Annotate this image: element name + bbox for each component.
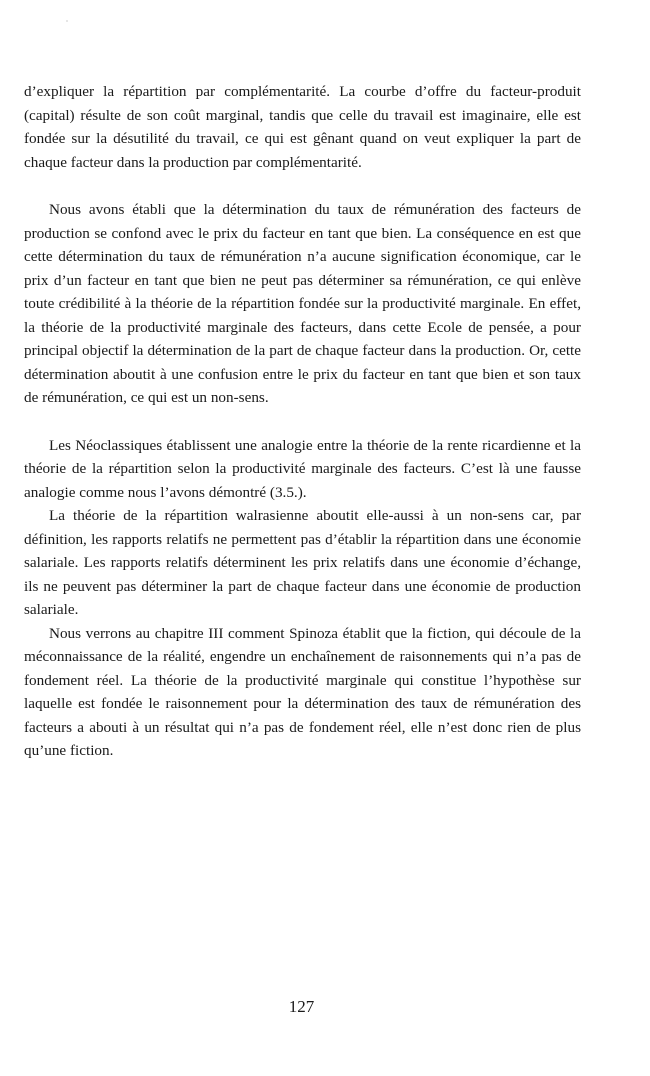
paragraph-spinoza: Nous verrons au chapitre III comment Spinoza établit que la fiction, qui découle de la méconnaissance de la réalité, engendre un enchaînement de raisonnements qui n’a pas de fondement réel. La théorie de la productivité marginale qui constitue l’hypothèse sur laquelle est fondée le raisonnement pour la détermination des taux de rémunération des facteurs a abouti à un résultat qui n’a pas de fondement réel, elle n’est donc rien de plus qu’une fiction. (24, 624, 581, 759)
paragraph-walras: La théorie de la répartition walrasienne aboutit elle-aussi à un non-sens car, par définition, les rapports relatifs ne permettent pas d’établir la répartition dans une économie salariale. Les rapports relatifs déterminent les prix relatifs dans une économie d’échange, ils ne peuvent pas déterminer la part de chaque facteur dans une économie de production salariale. (24, 507, 581, 618)
paragraph-remuneration: Nous avons établi que la détermination du taux de rémunération des facteurs de production se confond avec le prix du facteur en tant que bien. La conséquence en est que cette détermination du taux de rémunération n’a aucune signification économique, car le prix d’un facteur en tant que bien ne peut pas déterminer sa rémunération, ce qui enlève toute crédibilité à la théorie de la répartition fondée sur la productivité marginale. En effet, la théorie de la productivité marginale des facteurs, dans cette Ecole de pensée, a pour principal objectif la détermination de la part de chaque facteur dans la production. Or, cette détermination aboutit à une confusion entre le prix du facteur en tant que bien et son taux de rémunération, ce qui est un non-sens. (24, 201, 581, 406)
scan-speck (66, 20, 68, 22)
page-number: 127 (288, 997, 315, 1016)
paragraph-continuation: d’expliquer la répartition par complémentarité. La courbe d’offre du facteur-produit (capital) résulte de son coût marginal, tandis que celle du travail est imaginaire, elle est fondée sur la désutilité du travail, ce qui est gênant quand on veut expliquer la part de chaque facteur dans la production par complémentarité. (24, 83, 581, 171)
page-body (24, 80, 581, 763)
paragraph-analogy: Les Néoclassiques établissent une analogie entre la théorie de la rente ricardienne et la théorie de la répartition selon la productivité marginale des facteurs. C’est là une fausse analogie comme nous l’avons démontré (3.5.). (24, 436, 581, 501)
